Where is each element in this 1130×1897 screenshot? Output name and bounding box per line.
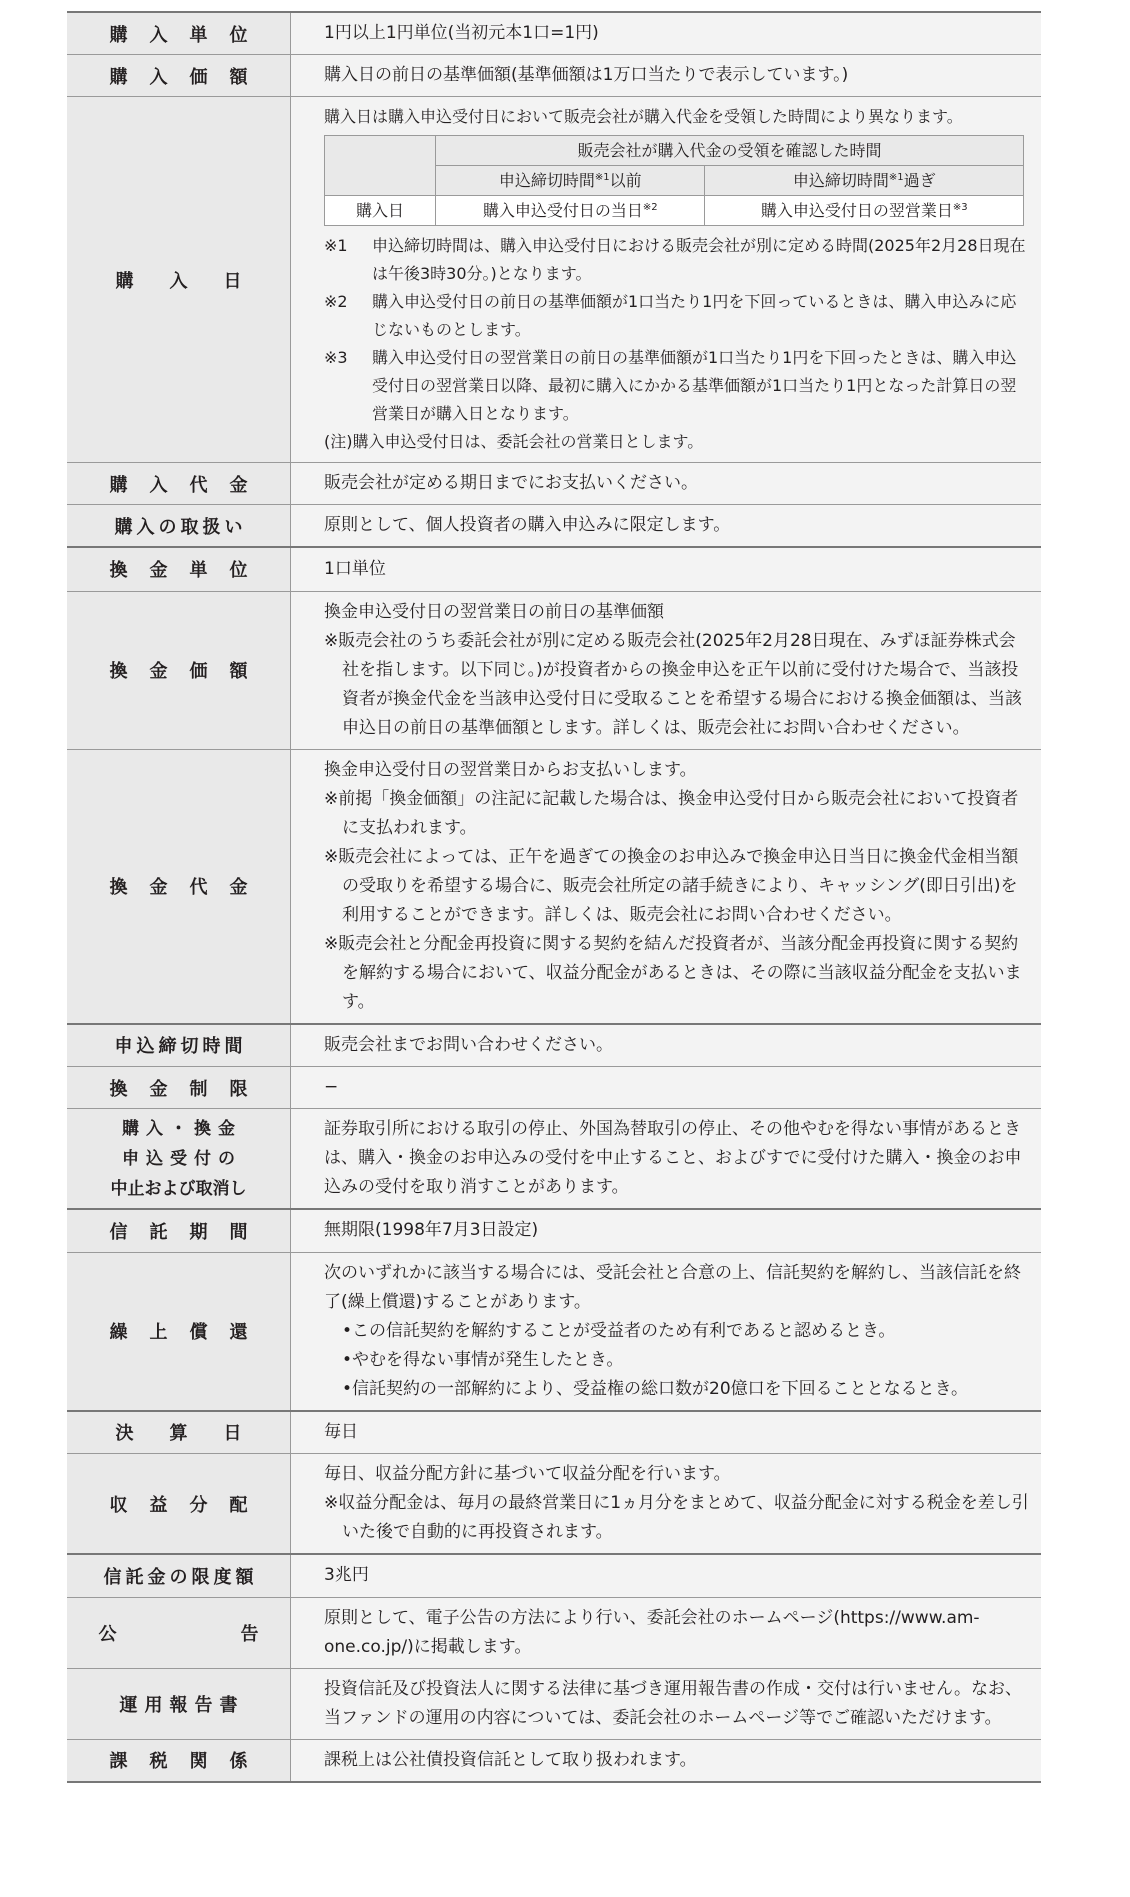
label-purchase-date: 購入日 [67, 97, 291, 463]
distribution-line-1: 毎日、収益分配方針に基づいて収益分配を行います。 [324, 1464, 731, 1484]
purchase-date-table-cell2: 購入申込受付日の翌営業日$^{※3}$ [705, 196, 1024, 226]
label-purchase-payment: 購入代金 [67, 463, 291, 505]
value-redemption-limit: − [291, 1067, 1042, 1109]
value-purchase-handling: 原則として、個人投資者の購入申込みに限定します。 [291, 505, 1042, 548]
fund-terms-page [67, 11, 1041, 1783]
row-redemption-payment [67, 749, 1041, 1024]
row-settlement-date [67, 1411, 1041, 1454]
value-purchase-payment: 販売会社が定める期日までにお支払いください。 [291, 463, 1042, 505]
label-purchase-price: 購入価額 [67, 55, 291, 97]
row-trust-period [67, 1209, 1041, 1252]
row-suspension [67, 1109, 1041, 1210]
fund-terms-table [67, 11, 1041, 1783]
row-purchase-unit [67, 12, 1041, 55]
row-purchase-date [67, 97, 1041, 463]
row-early-redemption [67, 1252, 1041, 1411]
value-report: 投資信託及び投資法人に関する法律に基づき運用報告書の作成・交付は行いません。なお、当ファンドの運用の内容については、委託会社のホームページ等でご確認いただけます。 [291, 1668, 1042, 1739]
early-redemption-bullet-2: •やむを得ない事情が発生したとき。 [342, 1349, 624, 1370]
label-trust-period: 信託期間 [67, 1209, 291, 1252]
label-notice [67, 1597, 291, 1668]
label-deadline: 申込締切時間 [67, 1024, 291, 1067]
value-purchase-price: 購入日の前日の基準価額(基準価額は1万口当たりで表示しています。) [291, 55, 1042, 97]
value-distribution [291, 1454, 1042, 1555]
label-early-redemption: 繰上償還 [67, 1252, 291, 1411]
purchase-date-table-col1: 申込締切時間$^{※1}$以前 [436, 166, 705, 196]
purchase-date-table-header: 販売会社が購入代金の受領を確認した時間 [436, 136, 1024, 166]
redemption-payment-note-2: ※販売会社によっては、正午を過ぎての換金のお申込みで換金申込日当日に換金代金相当額の受取りを希望する場合に、販売会社所定の諸手続きにより、キャッシング(即日引出)を利用することができます。詳しくは、販売会社にお問い合わせください。 [324, 846, 1019, 925]
value-suspension: 証券取引所における取引の停止、外国為替取引の停止、その他やむを得ない事情があるときは、購入・換金のお申込みの受付を中止すること、およびすでに受付けた購入・換金のお申込みの受付を取り消すことがあります。 [291, 1109, 1042, 1210]
redemption-price-note: ※販売会社のうち委託会社が別に定める販売会社(2025年2月28日現在、みずほ証券株式会社を指します。以下同じ。)が投資者からの換金申込を正午以前に受付けた場合で、当該投資者が換金代金を当該申込受付日に受取ることを希望する場合における換金価額は、当該申込日の前日の基準価額とします。詳しくは、販売会社にお問い合わせください。 [324, 630, 1022, 738]
value-notice: 原則として、電子公告の方法により行い、委託会社のホームページ(https://www.am-one.co.jp/)に掲載します。 [291, 1597, 1042, 1668]
purchase-date-intro: 購入日は購入申込受付日において販売会社が購入代金を受領した時間により異なります。 [324, 107, 963, 126]
purchase-date-table-col2: 申込締切時間$^{※1}$過ぎ [705, 166, 1024, 196]
early-redemption-bullet-3: •信託契約の一部解約により、受益権の総口数が20億口を下回ることとなるとき。 [342, 1378, 968, 1399]
purchase-date-note-2: ※2 購入申込受付日の前日の基準価額が1口当たり1円を下回っているときは、購入申込みに応じないものとします。 [324, 292, 1017, 339]
purchase-date-table-cell1: 購入申込受付日の当日$^{※2}$ [436, 196, 705, 226]
label-redemption-unit: 換金単位 [67, 547, 291, 591]
row-distribution [67, 1454, 1041, 1555]
row-redemption-unit [67, 547, 1041, 591]
label-redemption-limit: 換金制限 [67, 1067, 291, 1109]
value-tax: 課税上は公社債投資信託として取り扱われます。 [291, 1739, 1042, 1782]
value-redemption-unit: 1口単位 [291, 547, 1042, 591]
label-distribution: 収益分配 [67, 1454, 291, 1555]
notice-label-char-1: 公 [98, 1623, 117, 1645]
purchase-date-table-row-label: 購入日 [325, 196, 436, 226]
notice-label-char-2: 告 [240, 1623, 259, 1645]
redemption-price-line-1: 換金申込受付日の翌営業日の前日の基準価額 [324, 601, 664, 622]
row-trust-limit [67, 1554, 1041, 1597]
redemption-payment-line-1: 換金申込受付日の翌営業日からお支払いします。 [324, 759, 697, 780]
value-purchase-date [291, 97, 1042, 463]
value-trust-limit: 3兆円 [291, 1554, 1042, 1597]
distribution-note: ※収益分配金は、毎月の最終営業日に1ヵ月分をまとめて、収益分配金に対する税金を差し引いた後で自動的に再投資されます。 [324, 1493, 1029, 1542]
label-purchase-handling: 購入の取扱い [67, 505, 291, 548]
redemption-payment-note-3: ※販売会社と分配金再投資に関する契約を結んだ投資者が、当該分配金再投資に関する契約を解約する場合において、収益分配金があるときは、その際に当該収益分配金を支払います。 [324, 933, 1022, 1012]
label-settlement-date: 決算日 [67, 1411, 291, 1454]
row-redemption-price [67, 591, 1041, 749]
label-suspension: 購入・換金 申込受付の 中止および取消し [67, 1109, 291, 1210]
row-purchase-price [67, 55, 1041, 97]
value-settlement-date: 毎日 [291, 1411, 1042, 1454]
label-tax: 課税関係 [67, 1739, 291, 1782]
purchase-date-table-corner [325, 136, 436, 196]
row-purchase-handling [67, 505, 1041, 548]
label-report: 運用報告書 [67, 1668, 291, 1739]
row-purchase-payment [67, 463, 1041, 505]
label-redemption-price: 換金価額 [67, 591, 291, 749]
value-purchase-unit: 1円以上1円単位(当初元本1口=1円) [291, 12, 1042, 55]
value-trust-period: 無期限(1998年7月3日設定) [291, 1209, 1042, 1252]
early-redemption-bullet-1: •この信託契約を解約することが受益者のため有利であると認めるとき。 [342, 1320, 896, 1341]
value-redemption-payment [291, 749, 1042, 1024]
redemption-payment-note-1: ※前掲「換金価額」の注記に記載した場合は、換金申込受付日から販売会社において投資者に支払われます。 [324, 788, 1019, 838]
row-report [67, 1668, 1041, 1739]
early-redemption-intro: 次のいずれかに該当する場合には、受託会社と合意の上、信託契約を解約し、当該信託を終了(繰上償還)することがあります。 [324, 1262, 1021, 1312]
purchase-date-footnote: (注)購入申込受付日は、委託会社の営業日とします。 [324, 432, 704, 451]
label-redemption-payment: 換金代金 [67, 749, 291, 1024]
purchase-date-note-3: ※3 購入申込受付日の翌営業日の前日の基準価額が1口当たり1円を下回ったときは、購入申込受付日の翌営業日以降、最初に購入にかかる基準価額が1口当たり1円となった計算日の翌営業日が購入日となります。 [324, 348, 1017, 423]
purchase-date-note-1: ※1 申込締切時間は、購入申込受付日における販売会社が別に定める時間(2025年2月28日現在は午後3時30分。)となります。 [324, 236, 1026, 283]
row-redemption-limit [67, 1067, 1041, 1109]
label-purchase-unit: 購入単位 [67, 12, 291, 55]
value-early-redemption [291, 1252, 1042, 1411]
purchase-date-table [324, 135, 1024, 226]
value-deadline: 販売会社までお問い合わせください。 [291, 1024, 1042, 1067]
value-redemption-price [291, 591, 1042, 749]
row-tax [67, 1739, 1041, 1782]
row-notice [67, 1597, 1041, 1668]
label-trust-limit: 信託金の限度額 [67, 1554, 291, 1597]
row-deadline [67, 1024, 1041, 1067]
